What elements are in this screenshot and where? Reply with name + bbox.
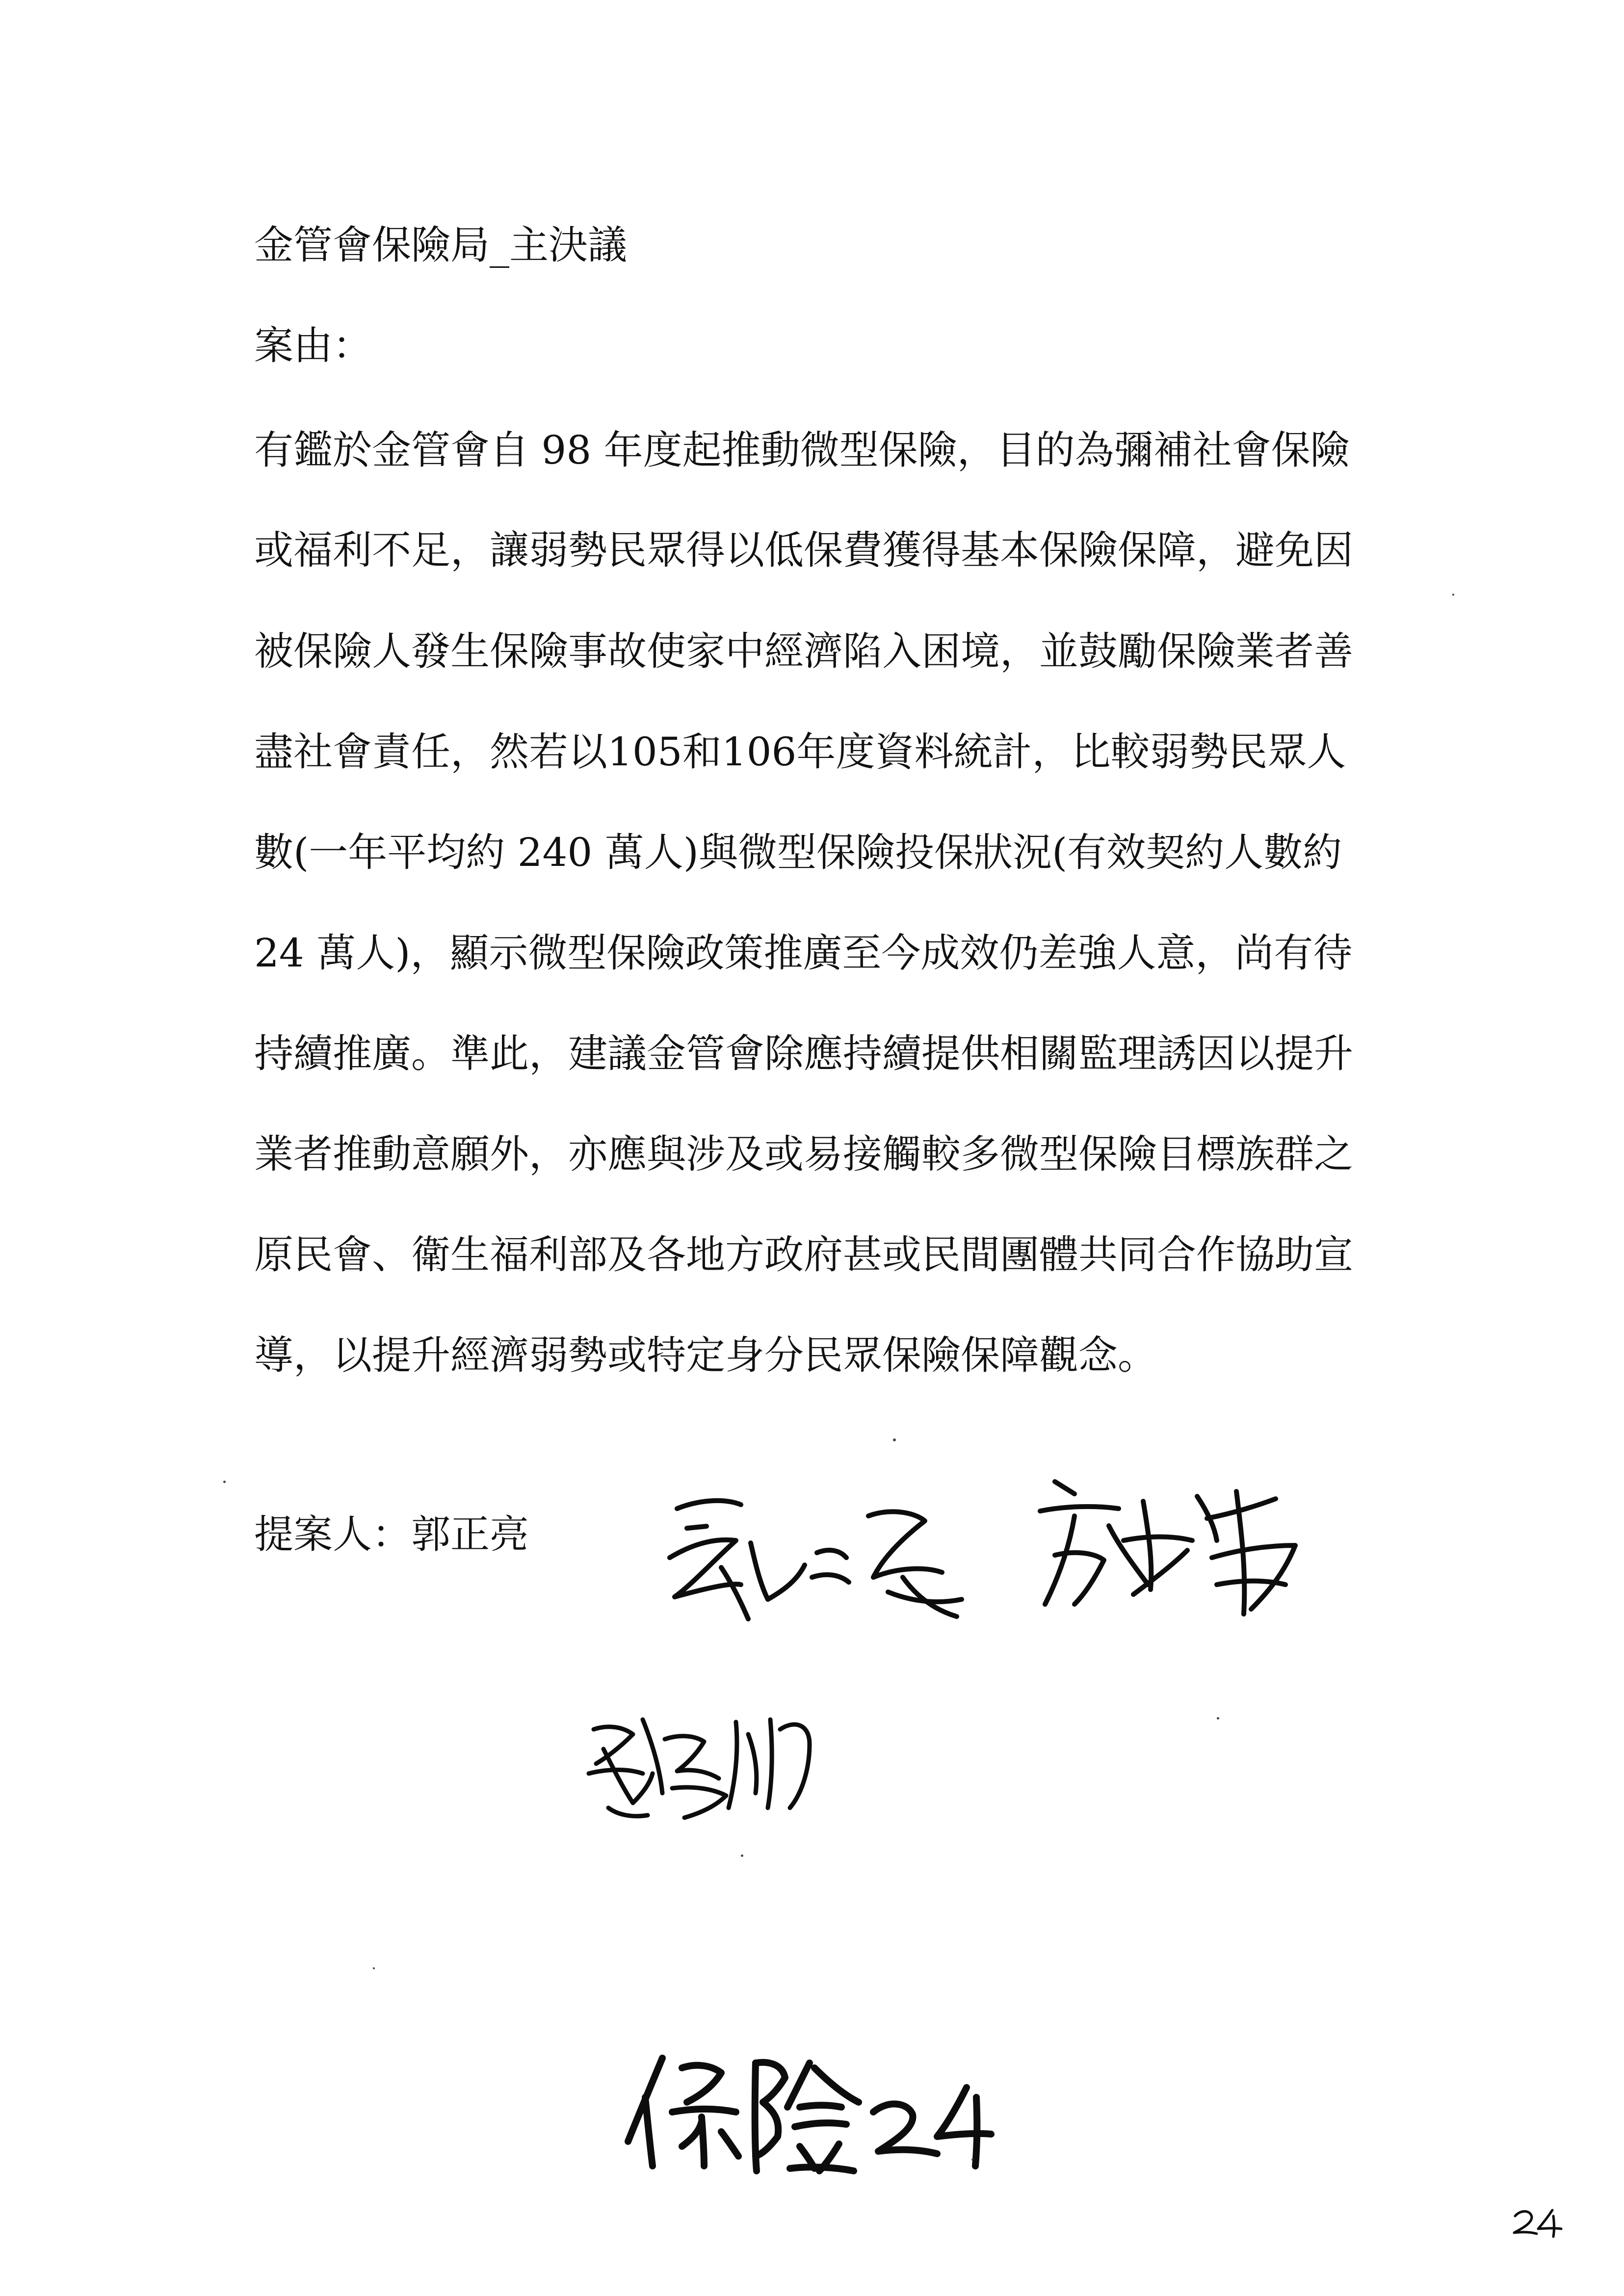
reason-line: 盡社會責任，然若以105和106年度資料統計，比較弱勢民眾人 xyxy=(254,729,1346,775)
reason-line: 或福利不足，讓弱勢民眾得以低保費獲得基本保險保障，避免因 xyxy=(254,527,1353,573)
scan-speck xyxy=(373,1967,375,1969)
scan-speck xyxy=(1452,594,1454,596)
cosigner-signature-1 xyxy=(657,1479,971,1641)
reason-line: 24 萬人)，顯示微型保險政策推廣至今成效仍差強人意，尚有待 xyxy=(254,930,1353,976)
cosigner-signature-2 xyxy=(1021,1472,1325,1639)
scan-speck xyxy=(971,2159,973,2161)
cosigner-signature-3 xyxy=(579,1700,824,1827)
scan-speck xyxy=(741,1854,743,1857)
document-title: 金管會保險局_主決議 xyxy=(254,222,627,268)
scan-speck xyxy=(1217,1717,1219,1720)
page-stamp xyxy=(623,2048,996,2176)
reason-line: 有鑑於金管會自 98 年度起推動微型保險，目的為彌補社會保險 xyxy=(254,427,1350,473)
scan-speck xyxy=(893,1438,896,1441)
reason-label: 案由： xyxy=(254,323,372,368)
scan-speck xyxy=(223,1481,226,1483)
reason-line: 原民會、衛生福利部及各地方政府甚或民間團體共同合作協助宣 xyxy=(254,1232,1353,1278)
corner-page-mark xyxy=(1511,2205,1565,2240)
reason-line: 業者推動意願外，亦應與涉及或易接觸較多微型保險目標族群之 xyxy=(254,1131,1353,1177)
reason-line: 數(一年平均約 240 萬人)與微型保險投保狀況(有效契約人數約 xyxy=(254,830,1342,875)
proposer-label: 提案人：郭正亮 xyxy=(254,1512,529,1557)
reason-line: 被保險人發生保險事故使家中經濟陷入困境，並鼓勵保險業者善 xyxy=(254,628,1353,674)
reason-line: 持續推廣。準此，建議金管會除應持續提供相關監理誘因以提升 xyxy=(254,1031,1353,1076)
reason-line: 導，以提升經濟弱勢或特定身分民眾保險保障觀念。 xyxy=(254,1332,1157,1378)
